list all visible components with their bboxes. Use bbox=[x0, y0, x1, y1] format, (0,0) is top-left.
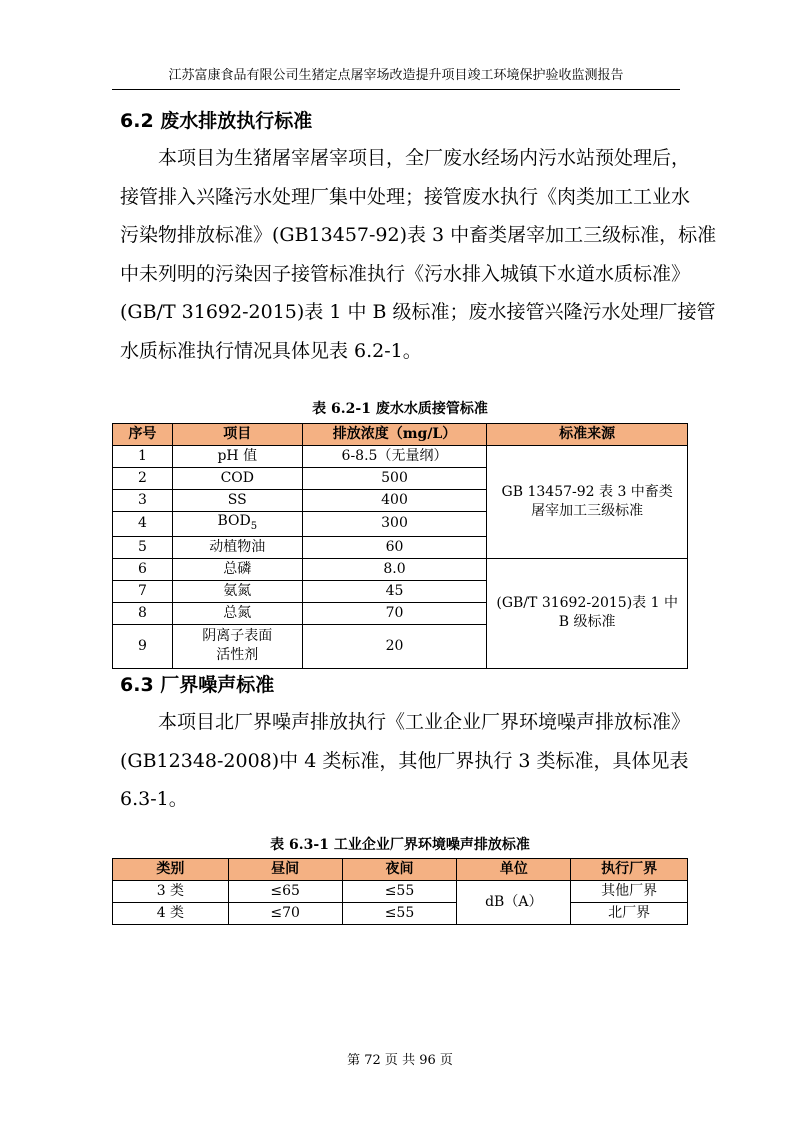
cell-source-b bbox=[487, 558, 688, 668]
cell-no: 3 bbox=[113, 490, 173, 512]
cell-item: 总磷 bbox=[172, 558, 302, 580]
table-row bbox=[113, 903, 688, 925]
cell-no: 6 bbox=[113, 558, 173, 580]
section-heading-6-3: 6.3 厂界噪声标准 bbox=[120, 674, 275, 696]
cell-night: ≤55 bbox=[342, 881, 457, 903]
table-row bbox=[113, 558, 688, 580]
cell-value: 300 bbox=[302, 512, 487, 537]
wastewater-standard-table bbox=[112, 423, 688, 669]
column-header: 单位 bbox=[457, 859, 571, 881]
section-6-2-paragraph bbox=[120, 139, 717, 370]
table-row bbox=[113, 881, 688, 903]
cell-no: 1 bbox=[113, 446, 173, 468]
paragraph-line: (GB/T 31692-2015)表 1 中 B 级标准；废水接管兴隆污水处理厂接管 bbox=[120, 301, 716, 323]
item-subscript: 5 bbox=[250, 520, 258, 532]
cell-no: 8 bbox=[113, 602, 173, 624]
paragraph-line: 中未列明的污染因子接管标准执行《污水排入城镇下水道水质标准》 bbox=[120, 262, 691, 285]
cell-value: 8.0 bbox=[302, 558, 487, 580]
paragraph-line: (GB12348-2008)中 4 类标准，其他厂界执行 3 类标准，具体见表 bbox=[120, 749, 689, 772]
table-6-3-1-caption: 表 6.3-1 工业企业厂界环境噪声排放标准 bbox=[270, 837, 530, 853]
paragraph-line: 污染物排放标准》(GB13457-92)表 3 中畜类屠宰加工三级标准，标准 bbox=[120, 224, 717, 246]
cell-item: SS bbox=[172, 490, 302, 512]
column-header: 序号 bbox=[113, 424, 173, 446]
table-row bbox=[113, 446, 688, 468]
item-line: 阴离子表面 bbox=[202, 628, 273, 645]
cell-item bbox=[172, 512, 302, 537]
cell-value: 20 bbox=[302, 624, 487, 668]
paragraph-line: 水质标准执行情况具体见表 6.2-1。 bbox=[120, 339, 422, 362]
cell-item: pH 值 bbox=[172, 446, 302, 468]
cell-item: 动植物油 bbox=[172, 536, 302, 558]
section-heading-6-2: 6.2 废水排放执行标准 bbox=[120, 110, 313, 132]
source-b-line: B 级标准 bbox=[558, 614, 616, 631]
cell-night: ≤55 bbox=[342, 903, 457, 925]
cell-no: 9 bbox=[113, 624, 173, 668]
page-number: 第 72 页 共 96 页 bbox=[347, 1053, 453, 1068]
cell-value: 70 bbox=[302, 602, 487, 624]
cell-no: 4 bbox=[113, 512, 173, 537]
column-header: 类别 bbox=[113, 859, 229, 881]
cell-category: 3 类 bbox=[113, 881, 229, 903]
document-header: 江苏富康食品有限公司生猪定点屠宰场改造提升项目竣工环境保护验收监测报告 bbox=[112, 66, 680, 90]
cell-no: 7 bbox=[113, 580, 173, 602]
column-header: 执行厂界 bbox=[571, 859, 688, 881]
table-6-2-1-caption: 表 6.2-1 废水水质接管标准 bbox=[312, 401, 488, 417]
cell-value: 45 bbox=[302, 580, 487, 602]
cell-value: 500 bbox=[302, 468, 487, 490]
paragraph-line: 6.3-1。 bbox=[120, 788, 188, 810]
source-b-line: (GB/T 31692-2015)表 1 中 bbox=[496, 595, 678, 612]
cell-boundary: 北厂界 bbox=[571, 903, 688, 925]
cell-value: 400 bbox=[302, 490, 487, 512]
source-a-line: 屠宰加工三级标准 bbox=[531, 502, 644, 519]
cell-no: 5 bbox=[113, 536, 173, 558]
cell-source-a bbox=[487, 446, 688, 559]
cell-category: 4 类 bbox=[113, 903, 229, 925]
column-header: 项目 bbox=[172, 424, 302, 446]
column-header: 标准来源 bbox=[487, 424, 688, 446]
cell-item: 总氮 bbox=[172, 602, 302, 624]
cell-item: COD bbox=[172, 468, 302, 490]
table-header-row bbox=[113, 859, 688, 881]
paragraph-line: 本项目北厂界噪声排放执行《工业企业厂界环境噪声排放标准》 bbox=[158, 711, 691, 733]
cell-day: ≤70 bbox=[228, 903, 342, 925]
table-header-row bbox=[113, 424, 688, 446]
paragraph-line: 接管排入兴隆污水处理厂集中处理；接管废水执行《肉类加工工业水 bbox=[120, 185, 691, 208]
column-header: 夜间 bbox=[342, 859, 457, 881]
cell-value: 60 bbox=[302, 536, 487, 558]
source-a-line: GB 13457-92 表 3 中畜类 bbox=[501, 483, 673, 500]
column-header: 昼间 bbox=[228, 859, 342, 881]
cell-unit: dB（A） bbox=[457, 881, 571, 925]
noise-standard-table bbox=[112, 858, 688, 925]
item-main: BOD bbox=[217, 513, 251, 529]
cell-day: ≤65 bbox=[228, 881, 342, 903]
section-6-3-paragraph bbox=[120, 703, 691, 819]
cell-value: 6-8.5（无量纲） bbox=[302, 446, 487, 468]
paragraph-line: 本项目为生猪屠宰屠宰项目，全厂废水经场内污水站预处理后， bbox=[158, 147, 691, 169]
cell-boundary: 其他厂界 bbox=[571, 881, 688, 903]
column-header: 排放浓度（mg/L） bbox=[302, 424, 487, 446]
item-line: 活性剂 bbox=[216, 647, 259, 664]
cell-no: 2 bbox=[113, 468, 173, 490]
cell-item: 氨氮 bbox=[172, 580, 302, 602]
cell-item bbox=[172, 624, 302, 668]
